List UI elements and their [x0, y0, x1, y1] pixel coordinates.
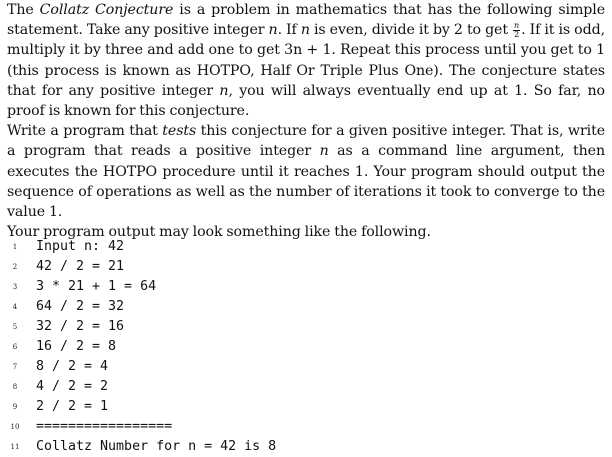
- code-line: [7, 417, 597, 437]
- code-text: 16 / 2 = 8: [36, 339, 117, 354]
- var-n: n: [219, 82, 229, 99]
- task-text-2: this conjecture for a given positive integer. That is, write a program that reads a positive integer: [7, 123, 605, 160]
- line-number: 5: [12, 323, 18, 331]
- fraction-numerator: n: [514, 20, 520, 30]
- line-number: 9: [12, 403, 18, 411]
- code-line: [7, 397, 597, 417]
- line-number: 8: [12, 383, 18, 391]
- var-n: n: [268, 22, 278, 39]
- line-number: 3: [12, 283, 18, 291]
- code-text: 8 / 2 = 4: [36, 359, 109, 374]
- code-line: [7, 237, 597, 257]
- tests-term: tests: [162, 123, 197, 140]
- code-line: [7, 437, 597, 457]
- line-number: 6: [12, 343, 18, 351]
- intro-text-4: is even, divide it by 2 to get: [309, 22, 513, 39]
- var-n: n: [300, 22, 310, 39]
- intro-text-1: The: [7, 2, 40, 18]
- code-text: Collatz Number for n = 42 is 8: [36, 439, 277, 454]
- code-text: 4 / 2 = 2: [36, 379, 109, 394]
- fraction-n-over-2: [513, 22, 520, 39]
- code-text: 2 / 2 = 1: [36, 399, 109, 414]
- var-n: n: [319, 143, 329, 160]
- line-number: 1: [12, 243, 18, 251]
- expression-3n-plus-1: 3n + 1: [284, 42, 332, 59]
- line-number: 11: [10, 443, 20, 451]
- intro-text-2: is a problem in mathematics that has the following simple statement. Take any positive integer: [7, 2, 606, 39]
- code-line: [7, 357, 597, 377]
- paragraph-task: [7, 121, 605, 222]
- line-number: 4: [12, 303, 18, 311]
- code-text: 3 * 21 + 1 = 64: [36, 279, 157, 294]
- paragraph-output-intro: Your program output may look something like the following.: [7, 224, 431, 241]
- code-text: 64 / 2 = 32: [36, 299, 125, 314]
- code-text: Input n: 42: [36, 239, 125, 254]
- intro-text-7: , you will always eventually end up at 1. So far, no proof is known for this conjecture.: [7, 82, 605, 120]
- line-number: 7: [12, 363, 18, 371]
- fraction-denominator: 2: [514, 29, 520, 39]
- intro-text-6: . Repeat this process until you get to 1 (this process is known as HOTPO, Half Or Triple Plus One). The conjecture states that for any positive integer: [7, 42, 605, 99]
- code-text: =================: [36, 419, 173, 434]
- line-number: 10: [10, 423, 20, 431]
- task-text-1: Write a program that: [7, 123, 163, 140]
- code-line: [7, 337, 597, 357]
- paragraph-intro: [7, 0, 605, 121]
- code-line: [7, 317, 597, 337]
- line-number: 2: [12, 263, 18, 271]
- collatz-conjecture-term: Collatz Conjecture: [39, 2, 174, 18]
- document-body: [7, 0, 605, 242]
- code-text: 32 / 2 = 16: [36, 319, 125, 334]
- code-line: [7, 297, 597, 317]
- code-line: [7, 257, 597, 277]
- task-text-3: as a command line argument, then executes the HOTPO procedure until it reaches 1. Your program should output the sequence of operations as well as the number of iterations it took to converge to the value 1.: [7, 143, 605, 221]
- code-line: [7, 377, 597, 397]
- code-line: [7, 277, 597, 297]
- intro-text-5: . If it is odd, multiply it by three and add one to get: [7, 22, 605, 59]
- intro-text-3: . If: [277, 22, 301, 39]
- code-listing: [7, 237, 597, 457]
- code-text: 42 / 2 = 21: [36, 259, 125, 274]
